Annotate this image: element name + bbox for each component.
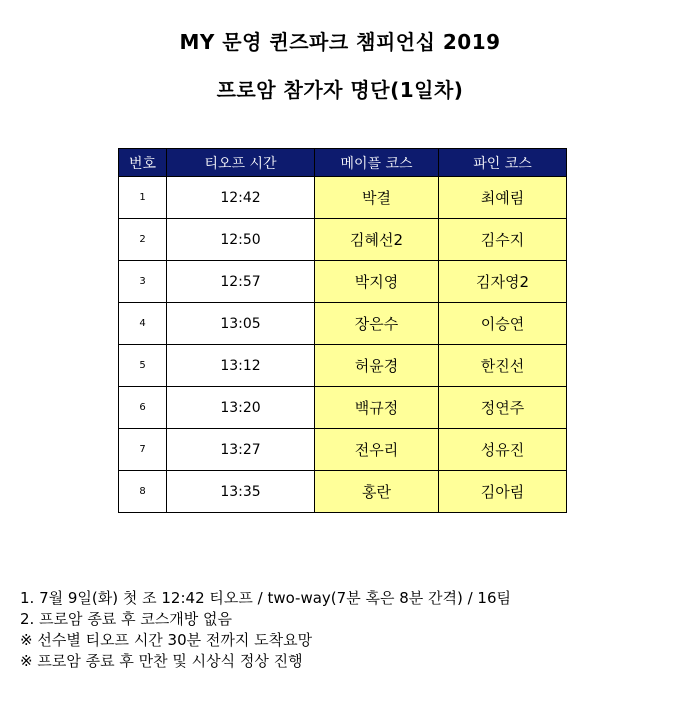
column-header-maple-course: 메이플 코스 xyxy=(315,149,439,177)
note-line: 2. 프로암 종료 후 코스개방 없음 xyxy=(20,610,233,628)
table-row xyxy=(119,261,567,303)
pine-player: 김아림 xyxy=(439,471,567,513)
participant-table xyxy=(118,148,567,513)
row-number: 5 xyxy=(119,345,167,387)
note-line: 1. 7월 9일(화) 첫 조 12:42 티오프 / two-way(7분 혹은 8분 간격) / 16팀 xyxy=(20,589,512,607)
table-row xyxy=(119,429,567,471)
row-number: 3 xyxy=(119,261,167,303)
table-row xyxy=(119,387,567,429)
maple-player: 홍란 xyxy=(315,471,439,513)
column-header-number: 번호 xyxy=(119,149,167,177)
teeoff-time: 13:12 xyxy=(167,345,315,387)
table-row xyxy=(119,345,567,387)
maple-player: 허윤경 xyxy=(315,345,439,387)
notes-section xyxy=(20,588,670,672)
pine-player: 김수지 xyxy=(439,219,567,261)
teeoff-time: 12:57 xyxy=(167,261,315,303)
row-number: 8 xyxy=(119,471,167,513)
row-number: 6 xyxy=(119,387,167,429)
pine-player: 성유진 xyxy=(439,429,567,471)
table-row xyxy=(119,177,567,219)
maple-player: 박결 xyxy=(315,177,439,219)
table-header-row xyxy=(119,149,567,177)
note-line: ※ 프로암 종료 후 만찬 및 시상식 정상 진행 xyxy=(20,652,303,670)
pine-player: 정연주 xyxy=(439,387,567,429)
teeoff-time: 13:35 xyxy=(167,471,315,513)
page-subtitle: 프로암 참가자 명단(1일차) xyxy=(216,78,464,102)
row-number: 7 xyxy=(119,429,167,471)
pine-player: 이승연 xyxy=(439,303,567,345)
teeoff-time: 13:20 xyxy=(167,387,315,429)
column-header-teeoff-time: 티오프 시간 xyxy=(167,149,315,177)
maple-player: 김혜선2 xyxy=(315,219,439,261)
row-number: 4 xyxy=(119,303,167,345)
row-number: 2 xyxy=(119,219,167,261)
page-title: MY 문영 퀸즈파크 챔피언십 2019 xyxy=(179,30,501,54)
pine-player: 김자영2 xyxy=(439,261,567,303)
maple-player: 박지영 xyxy=(315,261,439,303)
teeoff-time: 13:05 xyxy=(167,303,315,345)
teeoff-time: 13:27 xyxy=(167,429,315,471)
teeoff-time: 12:42 xyxy=(167,177,315,219)
maple-player: 전우리 xyxy=(315,429,439,471)
table-row xyxy=(119,219,567,261)
note-line: ※ 선수별 티오프 시간 30분 전까지 도착요망 xyxy=(20,631,313,649)
column-header-pine-course: 파인 코스 xyxy=(439,149,567,177)
table-row xyxy=(119,303,567,345)
maple-player: 백규정 xyxy=(315,387,439,429)
teeoff-time: 12:50 xyxy=(167,219,315,261)
row-number: 1 xyxy=(119,177,167,219)
table-row xyxy=(119,471,567,513)
pine-player: 한진선 xyxy=(439,345,567,387)
pine-player: 최예림 xyxy=(439,177,567,219)
maple-player: 장은수 xyxy=(315,303,439,345)
